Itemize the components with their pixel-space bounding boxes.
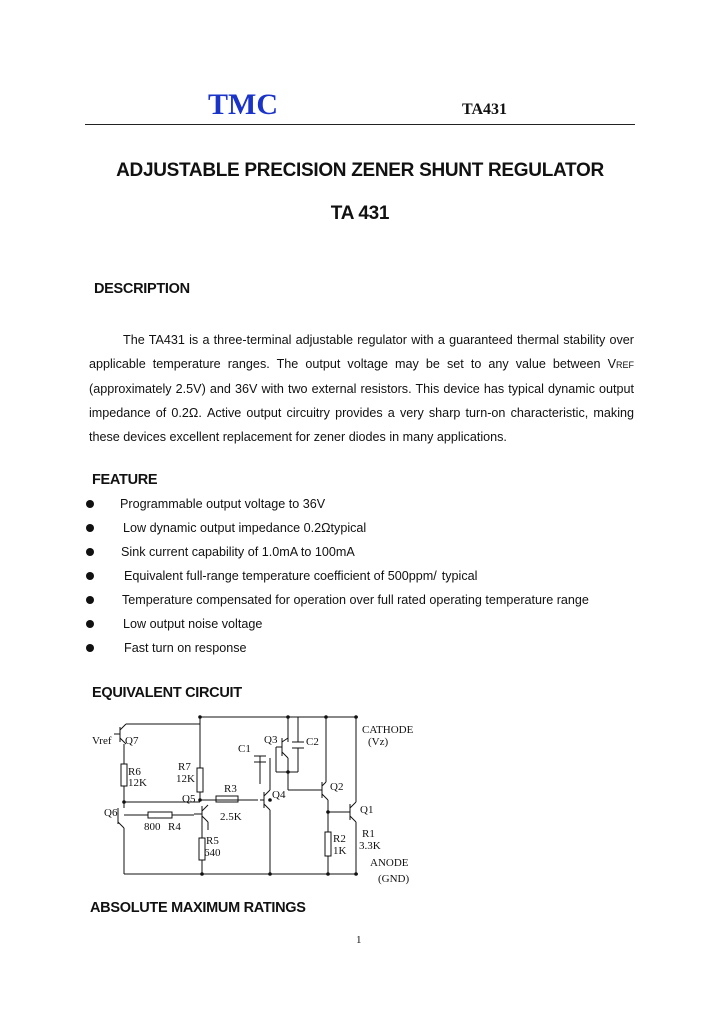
label-r6-value: 12K bbox=[128, 777, 147, 789]
label-vref: Vref bbox=[92, 735, 112, 747]
equivalent-circuit-diagram bbox=[88, 712, 428, 890]
feature-item bbox=[86, 492, 646, 516]
feature-list bbox=[86, 492, 646, 660]
label-r7-value: 12K bbox=[176, 773, 195, 785]
circuit-heading: EQUIVALENT CIRCUIT bbox=[92, 685, 242, 701]
bullet-icon bbox=[86, 500, 94, 508]
label-r5-value: 640 bbox=[204, 847, 221, 859]
circuit-labels bbox=[92, 724, 414, 885]
document-subtitle: TA 431 bbox=[330, 203, 390, 224]
bullet-icon bbox=[86, 548, 94, 556]
feature-text: Low output noise voltage bbox=[123, 617, 263, 631]
label-r5: R5 bbox=[206, 835, 219, 847]
circuit-wires bbox=[114, 717, 358, 874]
label-r7: R7 bbox=[178, 761, 191, 773]
feature-heading: FEATURE bbox=[92, 472, 158, 488]
bullet-icon bbox=[86, 596, 94, 604]
bullet-icon bbox=[86, 572, 94, 580]
feature-item bbox=[86, 516, 646, 540]
vref-subscript: REF bbox=[616, 360, 634, 370]
feature-item bbox=[86, 540, 646, 564]
label-r6: R6 bbox=[128, 766, 141, 778]
label-r3-value: 2.5K bbox=[220, 811, 242, 823]
label-r1: R1 bbox=[362, 828, 375, 840]
brand-logo: TMC bbox=[208, 88, 278, 121]
page-number: 1 bbox=[356, 934, 362, 946]
description-heading: DESCRIPTION bbox=[94, 281, 190, 297]
feature-text: Low dynamic output impedance 0.2Ωtypical bbox=[123, 521, 367, 535]
feature-text: Sink current capability of 1.0mA to 100mA bbox=[121, 545, 355, 559]
label-c1: C1 bbox=[238, 743, 251, 755]
label-q5: Q5 bbox=[182, 793, 196, 805]
description-text-2: (approximately 2.5V) and 36V with two external resistors. This device has typical dynamic output impedance of 0.2Ω. Active output circuitry provides a very sharp turn-on characteristic, making these devices excellent replacement for zener diodes in many applications. bbox=[89, 382, 634, 444]
vref-symbol bbox=[608, 357, 634, 371]
part-number: TA431 bbox=[462, 101, 508, 118]
bullet-icon bbox=[86, 620, 94, 628]
description-text-1: The TA431 is a three-terminal adjustable regulator with a guaranteed thermal stability over applicable temperature ranges. The output voltage may be set to any value between bbox=[89, 333, 634, 371]
label-cathode: CATHODE bbox=[362, 724, 414, 736]
ratings-heading: ABSOLUTE MAXIMUM RATINGS bbox=[90, 900, 306, 916]
label-r2: R2 bbox=[333, 833, 346, 845]
label-c2: C2 bbox=[306, 736, 319, 748]
header-rule bbox=[85, 124, 635, 125]
feature-item bbox=[86, 612, 646, 636]
label-r2-value: 1K bbox=[333, 845, 347, 857]
label-q3: Q3 bbox=[264, 734, 278, 746]
label-q7: Q7 bbox=[125, 735, 139, 747]
feature-item bbox=[86, 564, 646, 588]
description-body bbox=[89, 328, 634, 449]
bullet-icon bbox=[86, 644, 94, 652]
vref-v: V bbox=[607, 357, 616, 371]
feature-text: Fast turn on response bbox=[124, 641, 247, 655]
label-r3: R3 bbox=[224, 783, 237, 795]
label-q1: Q1 bbox=[360, 804, 374, 816]
label-gnd: (GND) bbox=[378, 873, 410, 885]
label-anode: ANODE bbox=[370, 857, 409, 869]
label-q4: Q4 bbox=[272, 789, 286, 801]
bullet-icon bbox=[86, 524, 94, 532]
label-q2: Q2 bbox=[330, 781, 344, 793]
label-r4: R4 bbox=[168, 821, 181, 833]
document-title: ADJUSTABLE PRECISION ZENER SHUNT REGULATOR bbox=[116, 160, 604, 181]
feature-text: Equivalent full-range temperature coefficient of 500ppm/ typical bbox=[124, 569, 478, 583]
label-q6: Q6 bbox=[104, 807, 118, 819]
feature-item bbox=[86, 588, 646, 612]
feature-text: Programmable output voltage to 36V bbox=[120, 497, 326, 511]
label-vz: (Vz) bbox=[368, 736, 389, 748]
feature-text: Temperature compensated for operation over full rated operating temperature range bbox=[122, 593, 589, 607]
label-r1-value: 3.3K bbox=[359, 840, 381, 852]
label-r4-value: 800 bbox=[144, 821, 161, 833]
feature-item bbox=[86, 636, 646, 660]
